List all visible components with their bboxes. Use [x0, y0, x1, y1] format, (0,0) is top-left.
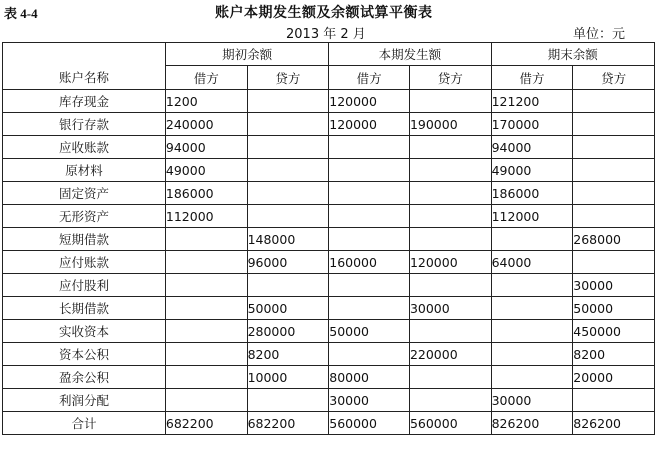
debit-amount-cell: 30000 — [491, 389, 573, 412]
credit-amount-cell: 8200 — [573, 343, 655, 366]
credit-amount-cell — [247, 159, 329, 182]
credit-amount-cell — [409, 228, 491, 251]
account-name-cell: 长期借款 — [3, 297, 166, 320]
table-row — [3, 136, 655, 159]
credit-amount-cell — [409, 159, 491, 182]
debit-amount-cell — [329, 136, 410, 159]
debit-amount-cell — [165, 228, 247, 251]
debit-amount-cell — [165, 297, 247, 320]
credit-header: 贷方 — [247, 66, 329, 90]
total-row — [3, 412, 655, 435]
debit-amount-cell: 112000 — [491, 205, 573, 228]
debit-amount-cell: 186000 — [491, 182, 573, 205]
debit-amount-cell: 826200 — [491, 412, 573, 435]
debit-amount-cell: 94000 — [491, 136, 573, 159]
account-name-cell: 原材料 — [3, 159, 166, 182]
account-name-cell: 盈余公积 — [3, 366, 166, 389]
debit-amount-cell: 49000 — [165, 159, 247, 182]
debit-amount-cell: 94000 — [165, 136, 247, 159]
credit-amount-cell: 450000 — [573, 320, 655, 343]
account-name-cell: 应收账款 — [3, 136, 166, 159]
table-row — [3, 113, 655, 136]
debit-header: 借方 — [165, 66, 247, 90]
trial-balance-table — [2, 42, 655, 435]
account-name-cell: 合计 — [3, 412, 166, 435]
debit-amount-cell: 1200 — [165, 90, 247, 113]
table-body — [3, 90, 655, 435]
table-row — [3, 343, 655, 366]
table-row — [3, 297, 655, 320]
credit-amount-cell — [573, 251, 655, 274]
table-title: 账户本期发生额及余额试算平衡表 — [215, 6, 433, 21]
group-opening-balance: 期初余额 — [165, 43, 328, 66]
debit-amount-cell: 50000 — [329, 320, 410, 343]
debit-amount-cell — [491, 320, 573, 343]
account-name-cell: 利润分配 — [3, 389, 166, 412]
debit-amount-cell: 186000 — [165, 182, 247, 205]
credit-amount-cell — [409, 205, 491, 228]
credit-amount-cell: 8200 — [247, 343, 329, 366]
credit-amount-cell — [409, 366, 491, 389]
account-name-cell: 资本公积 — [3, 343, 166, 366]
credit-amount-cell — [409, 274, 491, 297]
debit-amount-cell: 120000 — [329, 90, 410, 113]
debit-amount-cell — [165, 320, 247, 343]
account-name-cell: 应付账款 — [3, 251, 166, 274]
credit-amount-cell: 280000 — [247, 320, 329, 343]
debit-amount-cell — [491, 228, 573, 251]
debit-amount-cell — [329, 297, 410, 320]
credit-amount-cell: 190000 — [409, 113, 491, 136]
credit-amount-cell: 148000 — [247, 228, 329, 251]
table-row — [3, 251, 655, 274]
debit-amount-cell: 560000 — [329, 412, 410, 435]
table-row — [3, 366, 655, 389]
debit-amount-cell: 64000 — [491, 251, 573, 274]
credit-amount-cell: 120000 — [409, 251, 491, 274]
account-name-header: 账户名称 — [3, 66, 166, 90]
table-row — [3, 90, 655, 113]
table-row — [3, 228, 655, 251]
debit-amount-cell: 112000 — [165, 205, 247, 228]
unit-label: 单位：元 — [573, 27, 626, 42]
credit-amount-cell: 50000 — [247, 297, 329, 320]
credit-amount-cell: 30000 — [409, 297, 491, 320]
credit-amount-cell — [247, 389, 329, 412]
debit-amount-cell: 682200 — [165, 412, 247, 435]
debit-amount-cell — [165, 274, 247, 297]
period-label: 2013 年 2 月 — [286, 27, 366, 42]
credit-amount-cell — [247, 136, 329, 159]
credit-amount-cell — [409, 90, 491, 113]
credit-amount-cell — [247, 205, 329, 228]
credit-amount-cell: 20000 — [573, 366, 655, 389]
credit-amount-cell — [409, 182, 491, 205]
debit-amount-cell — [165, 389, 247, 412]
debit-amount-cell: 120000 — [329, 113, 410, 136]
account-name-cell: 库存现金 — [3, 90, 166, 113]
account-name-cell: 实收资本 — [3, 320, 166, 343]
credit-amount-cell: 30000 — [573, 274, 655, 297]
header-sub-row — [3, 66, 655, 90]
debit-amount-cell — [329, 228, 410, 251]
group-current-period: 本期发生额 — [329, 43, 491, 66]
credit-amount-cell — [573, 113, 655, 136]
table-number: 表 4-4 — [4, 6, 38, 21]
credit-amount-cell — [573, 90, 655, 113]
debit-amount-cell: 30000 — [329, 389, 410, 412]
credit-amount-cell — [247, 90, 329, 113]
header-group-row — [3, 43, 655, 66]
debit-amount-cell — [329, 182, 410, 205]
credit-amount-cell — [573, 159, 655, 182]
account-name-cell: 银行存款 — [3, 113, 166, 136]
account-name-cell: 应付股利 — [3, 274, 166, 297]
table-row — [3, 274, 655, 297]
debit-amount-cell — [165, 343, 247, 366]
debit-amount-cell: 80000 — [329, 366, 410, 389]
credit-amount-cell — [409, 389, 491, 412]
debit-header: 借方 — [329, 66, 410, 90]
account-name-cell: 短期借款 — [3, 228, 166, 251]
credit-amount-cell: 268000 — [573, 228, 655, 251]
credit-amount-cell — [409, 320, 491, 343]
account-name-cell: 无形资产 — [3, 205, 166, 228]
debit-amount-cell — [491, 343, 573, 366]
debit-amount-cell: 240000 — [165, 113, 247, 136]
credit-amount-cell — [573, 136, 655, 159]
document-header — [0, 0, 655, 44]
credit-amount-cell — [247, 274, 329, 297]
credit-amount-cell: 560000 — [409, 412, 491, 435]
credit-amount-cell — [573, 205, 655, 228]
debit-amount-cell — [329, 274, 410, 297]
debit-amount-cell — [491, 366, 573, 389]
table-row — [3, 182, 655, 205]
debit-amount-cell — [165, 366, 247, 389]
account-name-cell: 固定资产 — [3, 182, 166, 205]
debit-amount-cell: 121200 — [491, 90, 573, 113]
group-closing-balance: 期末余额 — [491, 43, 654, 66]
credit-amount-cell: 826200 — [573, 412, 655, 435]
table-row — [3, 320, 655, 343]
debit-amount-cell: 160000 — [329, 251, 410, 274]
debit-amount-cell — [329, 205, 410, 228]
header-blank-cell — [3, 43, 166, 66]
debit-amount-cell — [329, 343, 410, 366]
table-row — [3, 205, 655, 228]
credit-amount-cell — [247, 113, 329, 136]
credit-amount-cell — [573, 182, 655, 205]
debit-amount-cell — [165, 251, 247, 274]
debit-amount-cell — [491, 297, 573, 320]
debit-amount-cell — [329, 159, 410, 182]
credit-amount-cell — [573, 389, 655, 412]
credit-amount-cell: 10000 — [247, 366, 329, 389]
credit-amount-cell: 50000 — [573, 297, 655, 320]
debit-amount-cell: 170000 — [491, 113, 573, 136]
credit-header: 贷方 — [573, 66, 655, 90]
debit-header: 借方 — [491, 66, 573, 90]
table-row — [3, 389, 655, 412]
credit-amount-cell — [409, 136, 491, 159]
credit-amount-cell — [247, 182, 329, 205]
credit-amount-cell: 220000 — [409, 343, 491, 366]
debit-amount-cell — [491, 274, 573, 297]
debit-amount-cell: 49000 — [491, 159, 573, 182]
credit-header: 贷方 — [409, 66, 491, 90]
credit-amount-cell: 96000 — [247, 251, 329, 274]
credit-amount-cell: 682200 — [247, 412, 329, 435]
table-row — [3, 159, 655, 182]
